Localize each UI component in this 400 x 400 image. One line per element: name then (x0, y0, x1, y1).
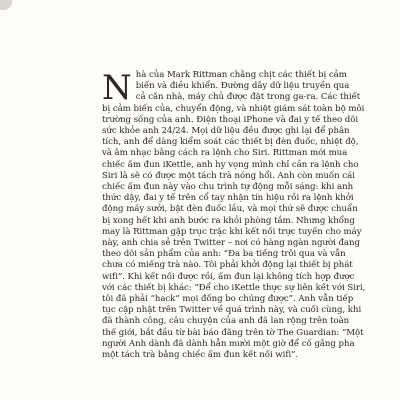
text-line: một tách trà bằng chiếc ấm đun kết nối wifi”. (102, 350, 299, 361)
text-line: Siri là sẽ có được một tách trà nóng hổi. Anh còn muốn cái (102, 170, 355, 181)
text-line: này, anh chia sẻ trên Twitter – nơi có hàng ngàn người đang (102, 238, 360, 249)
text-line: tích, anh để dàng kiểm soát các thiết bị đèn đuốc, nhiệt độ, (102, 137, 359, 148)
paragraph (102, 68, 366, 361)
text-line: hà của Mark Rittman chằng chịt các thiết bị cảm (135, 70, 347, 80)
text-line: trường sống của anh. Điện thoại iPhone và đai y tế theo dõi (102, 114, 359, 125)
text-line: thức dậy, đai y tế trên cổ tay nhận tín hiệu rồi ra lệnh khởi (102, 193, 354, 204)
text-line: wifi”. Khi kết nối được rồi, ấm đun lại không tích hợp được (102, 271, 355, 282)
text-line: với các thiết bị khác: “Để cho iKettle thực sự liên kết với Siri, (102, 282, 366, 293)
text-line: chưa có miếng trà nào. Tôi phải khởi động lại thiết bị phát (102, 260, 353, 271)
text-line: đã thành công, câu chuyện của anh đã lan rộng trên toàn (102, 316, 350, 327)
body-text (102, 68, 366, 361)
text-line: và âm nhạc bằng cách ra lệnh cho Siri. Rittman mới mua (102, 148, 348, 159)
text-line: người Anh dành đã dành hẳn mười một giờ để cố gắng pha (102, 338, 355, 349)
text-line: theo dõi sản phẩm của anh: “Đa ba tiếng trôi qua và vẫn (102, 249, 346, 260)
text-line: thế giới, bắt đầu từ bài báo đăng trên tờ The Guardian: “Một (102, 327, 364, 338)
text-line: biến và điều khiển. Đường dây dữ liệu truyền qua (135, 81, 350, 92)
page-corner-mark (0, 0, 12, 10)
text-line: sức khỏe anh 24/24. Mọi dữ liệu đều được ghi lại để phân (102, 126, 350, 137)
text-line: động máy sưởi, bật đèn đuốc lầu, và mọi thứ sẽ được chuẩn (102, 204, 358, 215)
text-line: may là Rittman gặp trục trặc khi kết nối trực tuyến cho máy (102, 226, 362, 237)
text-line: tục cập nhật trên Twitter về quá trình này, và cuối cùng, khi (102, 305, 362, 316)
text-line: cả căn nhà, máy chủ được đặt trong ga-ra. Các thiết (135, 92, 361, 103)
text-line: tôi đã phải “hack” mọi đống bo chúng được”. Anh vẫn tiếp (102, 294, 354, 305)
text-line: bị xong hết khi anh bước ra khỏi phòng tắm. Nhưng khổng (102, 215, 355, 226)
drop-cap: N (102, 68, 132, 108)
text-line: bị cảm biến của, chuyển động, và nhiệt giám sát toàn bộ môi (102, 103, 365, 114)
text-line: chiếc ấm đun iKettle, anh hy vọng mình chỉ cần ra lệnh cho (102, 159, 359, 170)
text-line: chiếc ấm đun này vào chu trình tự động mỗi sáng: khi anh (102, 182, 354, 193)
